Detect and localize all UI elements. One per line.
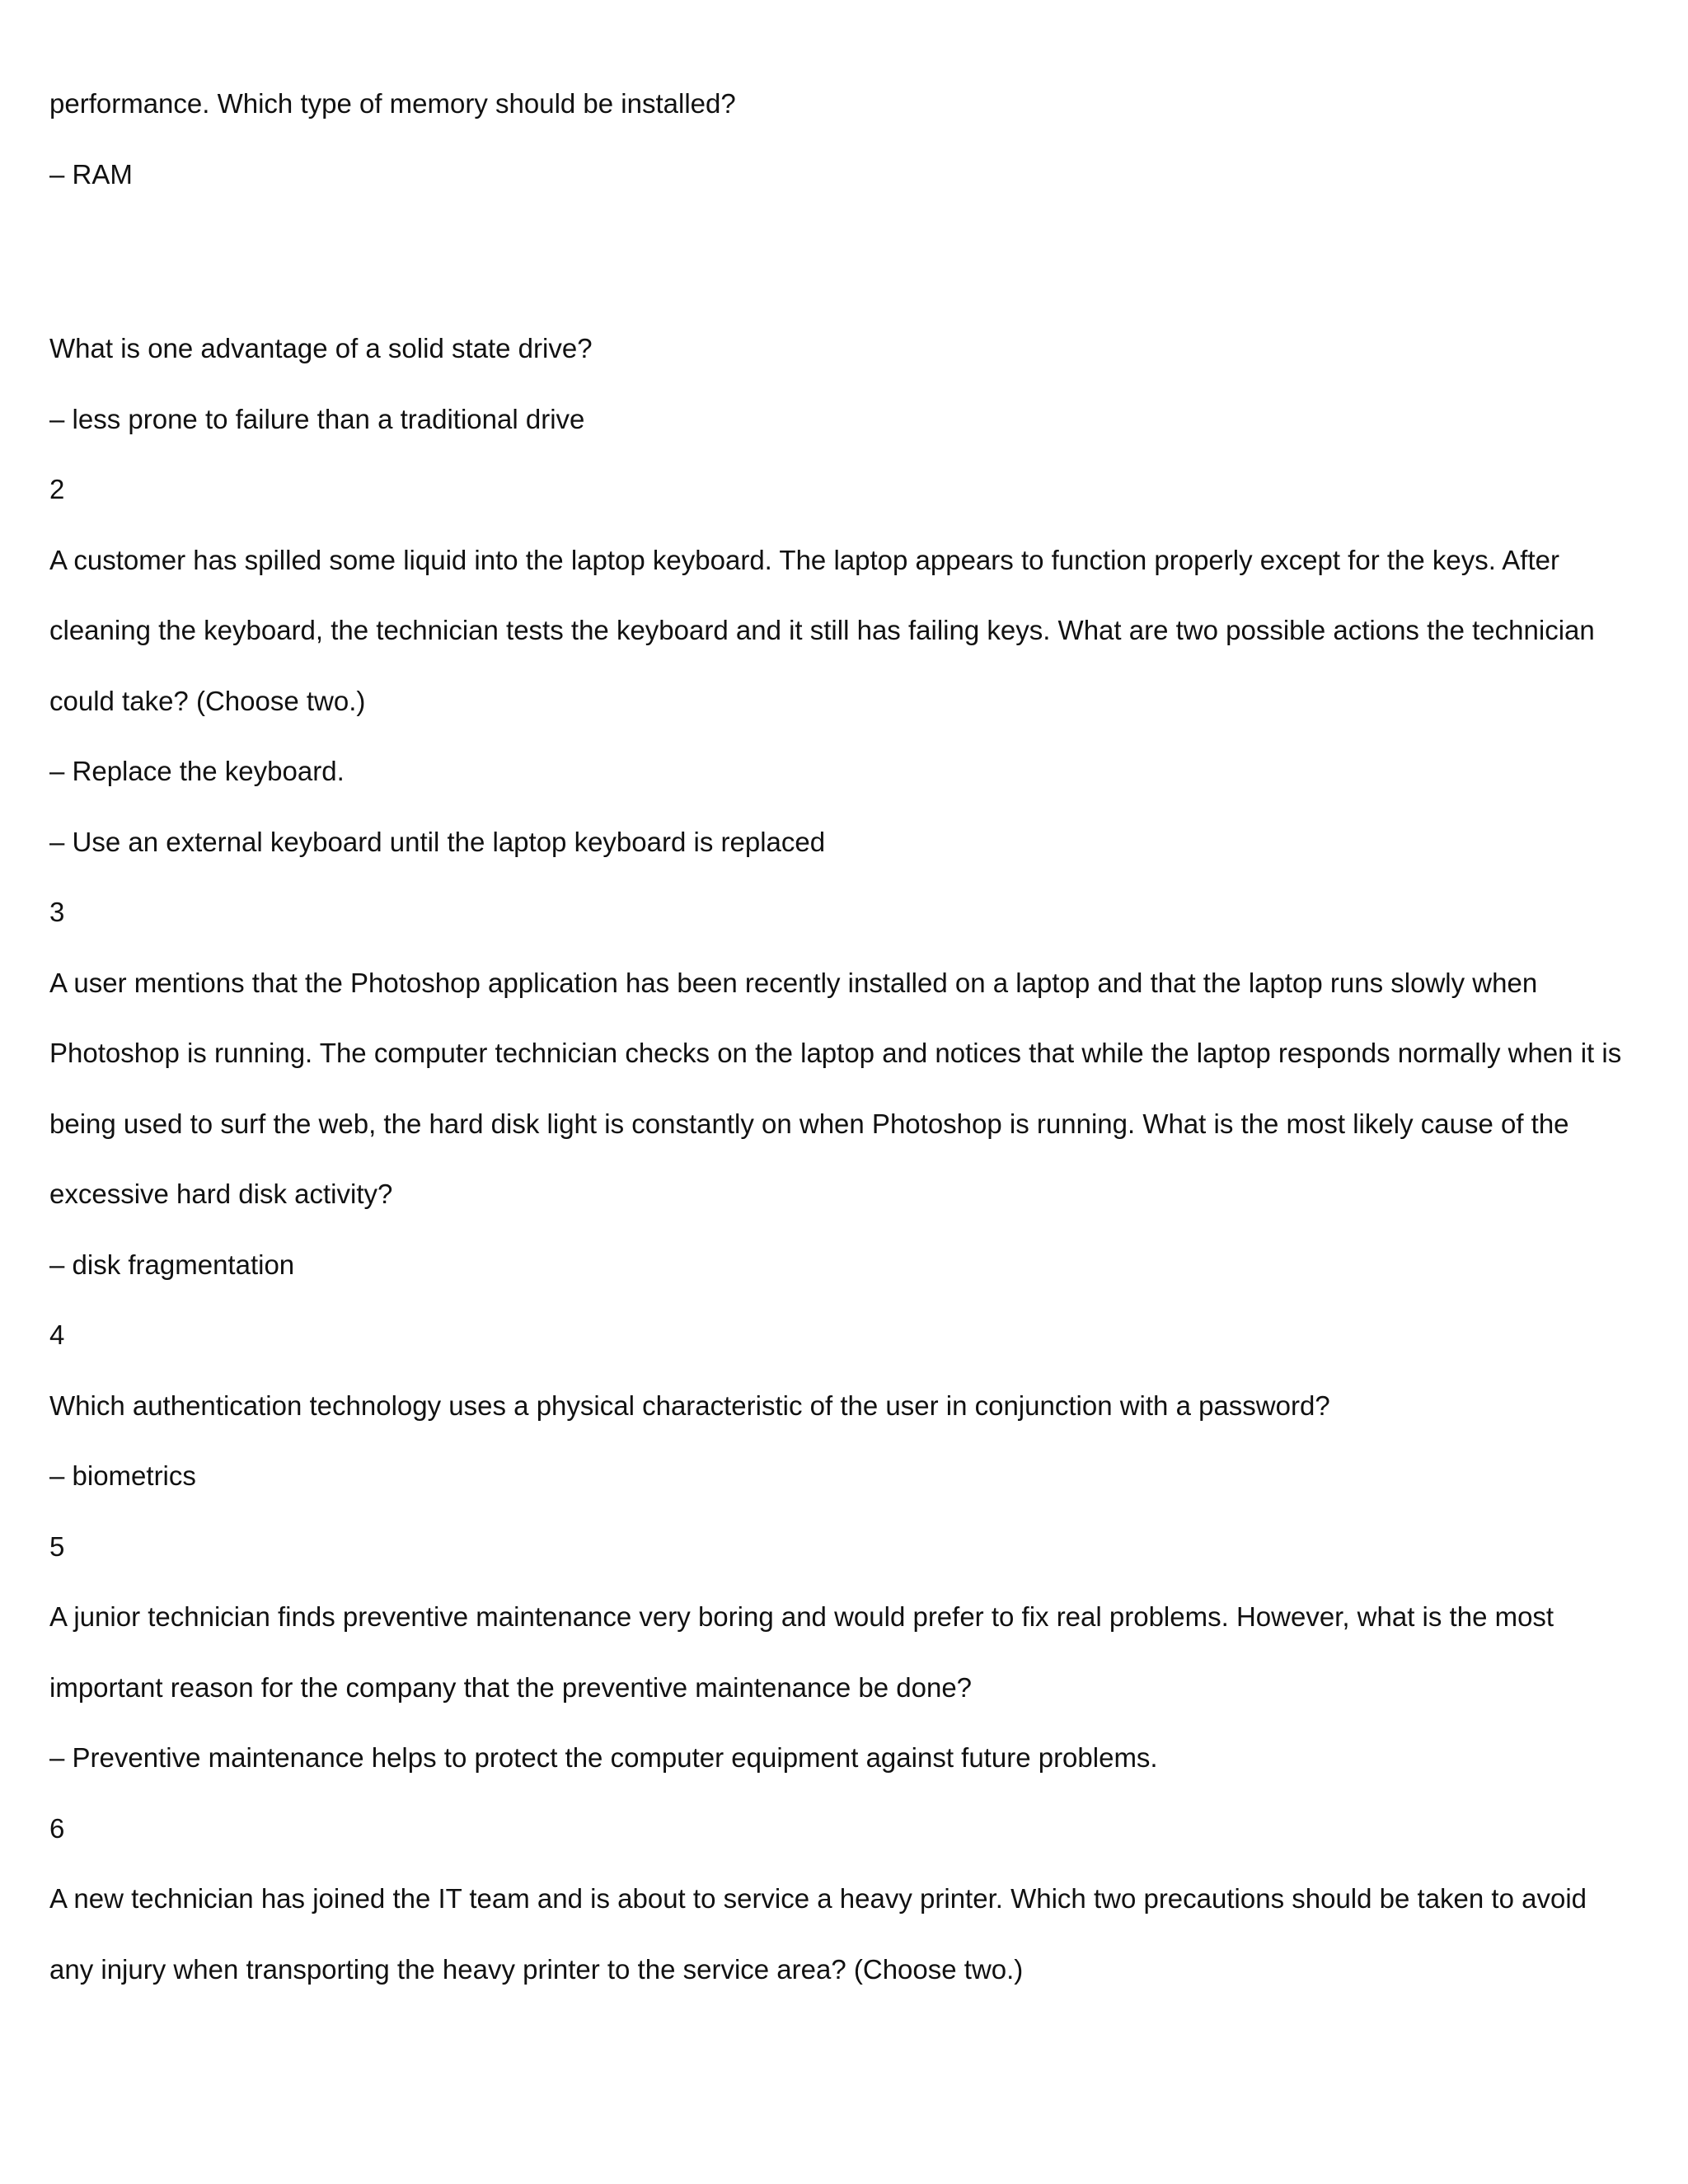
question-text: A junior technician finds preventive maintenance very boring and would prefer to fix real problems. However, what is the most — [49, 1601, 1554, 1632]
question-text: A new technician has joined the IT team and is about to service a heavy printer. Which two precautions should be taken to avoid — [49, 1883, 1587, 1914]
question-number: 2 — [49, 474, 65, 504]
question-text: important reason for the company that the preventive maintenance be done? — [49, 1672, 973, 1703]
question-number: 5 — [49, 1531, 65, 1562]
question-text: A customer has spilled some liquid into the laptop keyboard. The laptop appears to function properly except for the keys. After — [49, 545, 1559, 575]
question-text: Which authentication technology uses a physical characteristic of the user in conjunction with a password? — [49, 1390, 1330, 1421]
question-text: could take? (Choose two.) — [49, 686, 366, 716]
answer-text: – Use an external keyboard until the laptop keyboard is replaced — [49, 827, 826, 857]
question-text: cleaning the keyboard, the technician tests the keyboard and it still has failing keys. What are two possible actions the technician — [49, 615, 1595, 645]
question-text-continued: performance. Which type of memory should be installed? — [49, 88, 736, 119]
question-number: 4 — [49, 1319, 65, 1350]
answer-text: – less prone to failure than a traditional drive — [49, 404, 585, 434]
answer-text: – biometrics — [49, 1460, 196, 1491]
question-text: A user mentions that the Photoshop application has been recently installed on a laptop and that the laptop runs slowly when — [49, 968, 1538, 998]
answer-text: – Replace the keyboard. — [49, 756, 345, 786]
answer-text: – RAM — [49, 159, 133, 190]
question-text: being used to surf the web, the hard disk light is constantly on when Photoshop is running. What is the most likely cause of the — [49, 1108, 1569, 1139]
question-number: 3 — [49, 897, 65, 927]
question-text: Photoshop is running. The computer technician checks on the laptop and notices that while the laptop responds normally when it is — [49, 1038, 1622, 1068]
question-text: excessive hard disk activity? — [49, 1179, 393, 1209]
question-text: any injury when transporting the heavy printer to the service area? (Choose two.) — [49, 1954, 1024, 1985]
answer-text: – disk fragmentation — [49, 1249, 295, 1280]
question-number: 6 — [49, 1813, 65, 1844]
question-text: What is one advantage of a solid state drive? — [49, 333, 593, 363]
answer-text: – Preventive maintenance helps to protect the computer equipment against future problems. — [49, 1742, 1158, 1773]
